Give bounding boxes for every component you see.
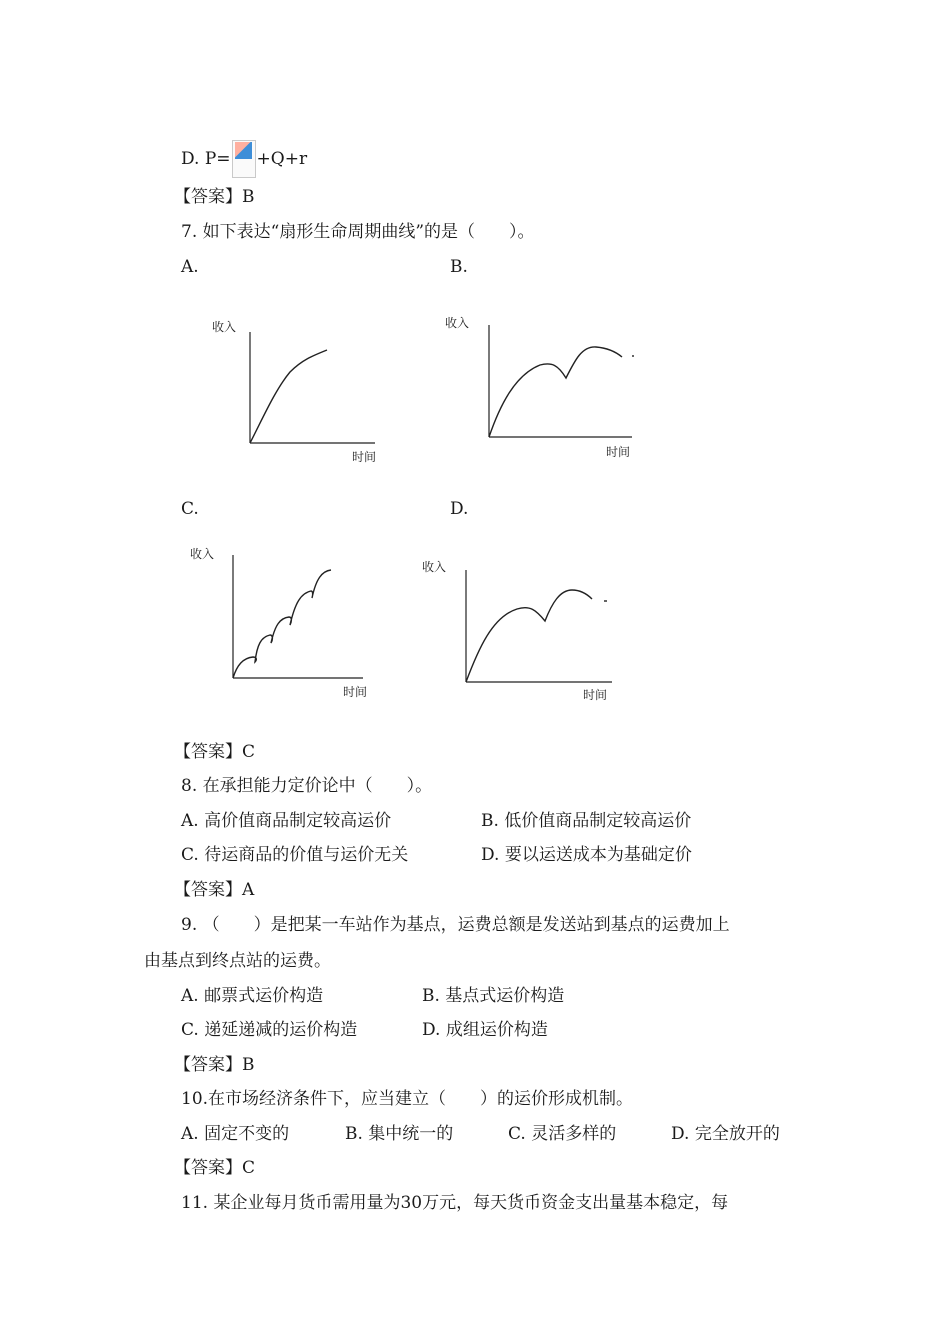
q6-option-d-prefix: D. P= <box>181 149 231 169</box>
chart-d-curve <box>466 590 592 682</box>
chart-b-ylabel: 收入 <box>445 316 470 330</box>
chart-a-curve <box>250 350 327 443</box>
chart-a-ylabel: 收入 <box>212 320 237 334</box>
q9-option-a: A. 邮票式运价构造 <box>181 986 324 1006</box>
q9-option-b: B. 基点式运价构造 <box>422 986 565 1006</box>
q7-option-a-label: A. <box>181 257 199 277</box>
chart-c <box>185 545 385 705</box>
chart-d-xlabel: 时间 <box>583 688 608 702</box>
q9-stem-line1: 9. （ ）是把某一车站作为基点，运费总额是发送站到基点的运费加上 <box>181 915 730 935</box>
q10-option-c: C. 灵活多样的 <box>508 1124 617 1144</box>
q10-option-d: D. 完全放开的 <box>671 1124 780 1144</box>
q10-answer: 【答案】C <box>174 1158 256 1178</box>
broken-image-icon <box>232 140 256 178</box>
q8-option-a: A. 高价值商品制定较高运价 <box>181 811 392 831</box>
q9-stem-line2: 由基点到终点站的运费。 <box>144 951 331 971</box>
chart-a-xlabel: 时间 <box>352 450 377 464</box>
chart-c-ylabel: 收入 <box>190 547 215 561</box>
q9-answer: 【答案】B <box>174 1055 255 1075</box>
chart-b <box>440 310 650 470</box>
q8-stem: 8. 在承担能力定价论中（ ）。 <box>181 776 433 796</box>
q8-answer: 【答案】A <box>174 880 255 900</box>
q6-answer: 【答案】B <box>174 187 255 207</box>
q8-option-c: C. 待运商品的价值与运价无关 <box>181 845 409 865</box>
q9-option-d: D. 成组运价构造 <box>422 1020 548 1040</box>
chart-d-ylabel: 收入 <box>422 560 447 574</box>
q7-option-d-label: D. <box>450 499 469 519</box>
q10-option-a: A. 固定不变的 <box>181 1124 290 1144</box>
q7-option-b-label: B. <box>450 257 468 277</box>
q10-stem: 10.在市场经济条件下，应当建立（ ）的运价形成机制。 <box>181 1089 634 1109</box>
q6-option-d <box>181 140 307 178</box>
chart-a <box>200 310 390 470</box>
q7-answer: 【答案】C <box>174 742 256 762</box>
q9-option-c: C. 递延递减的运价构造 <box>181 1020 358 1040</box>
q6-option-d-suffix: +Q+r <box>256 149 308 169</box>
chart-c-xlabel: 时间 <box>343 685 368 699</box>
chart-c-curve <box>233 570 331 678</box>
q11-stem: 11. 某企业每月货币需用量为30万元，每天货币资金支出量基本稳定，每 <box>181 1193 729 1213</box>
q7-stem: 7. 如下表达“扇形生命周期曲线”的是（ ）。 <box>181 222 535 242</box>
q8-option-b: B. 低价值商品制定较高运价 <box>481 811 692 831</box>
q8-option-d: D. 要以运送成本为基础定价 <box>481 845 692 865</box>
chart-b-curve <box>489 347 622 437</box>
q7-option-c-label: C. <box>181 499 199 519</box>
chart-b-xlabel: 时间 <box>606 445 631 459</box>
q10-option-b: B. 集中统一的 <box>345 1124 454 1144</box>
chart-d <box>420 555 620 715</box>
